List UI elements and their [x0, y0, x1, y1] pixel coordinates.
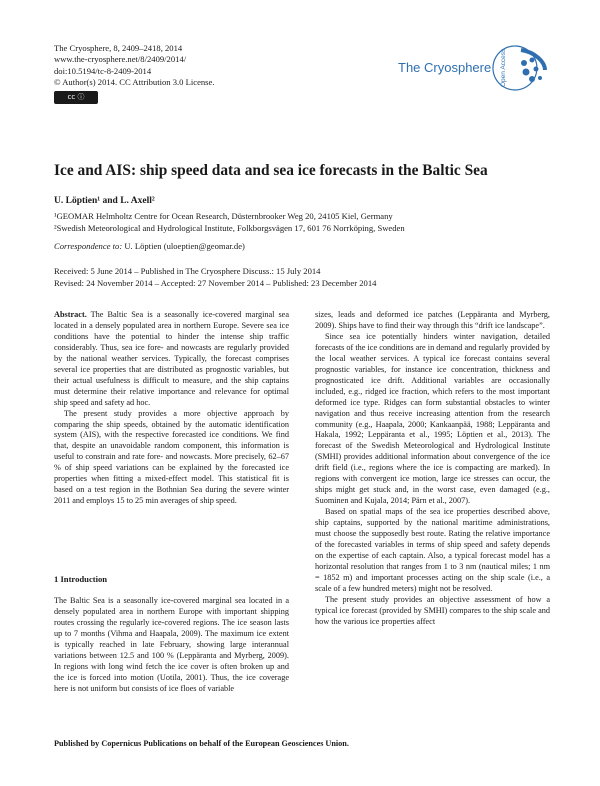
abstract-paragraph-1 — [54, 310, 289, 409]
revised-date: Revised: 24 November 2014 – Accepted: 27 November 2014 – Published: 23 December 2014 — [54, 277, 377, 288]
journal-logo-text: The Cryosphere — [398, 60, 492, 75]
right-paragraph-4: The present study provides an objective assessment of how a typical ice forecast (provided by SMHI) compares to the ship scale and how the various ice properties affect — [315, 594, 550, 626]
introduction-paragraph-1 — [54, 596, 289, 695]
journal-url[interactable]: www.the-cryosphere.net/8/2409/2014/ — [54, 54, 187, 65]
right-paragraph-1: sizes, leads and deformed ice patches (Leppäranta and Myrberg, 2009). Ships have to find their way through this “drift ice landscape”. — [315, 310, 550, 330]
cc-license-badge[interactable]: cc ⓘ — [54, 91, 98, 104]
right-paragraph-3: Based on spatial maps of the sea ice properties described above, ship captains, supported by the national maritime administrations, must choose the supposedly best route. Rating the relative importance of the forecasted variables in terms of ship speed and safety depends on the expertise of each captain. Also, a typical forecast model has a horizontal resolution that ranges from 1 to 3 nm (nautical miles; 1 nm = 1852 m) and important processes acting on the ship scale (i.e., a scale of a few hundred meters) might not be resolved. — [315, 507, 550, 593]
publisher-footer: Published by Copernicus Publications on behalf of the European Geosciences Union. — [54, 739, 349, 748]
affiliations — [54, 210, 405, 234]
correspondence-label: Correspondence to: — [54, 241, 123, 251]
abstract — [54, 310, 289, 507]
body-right-column — [315, 310, 550, 628]
affiliation-1: ¹GEOMAR Helmholtz Centre for Ocean Research, Düsternbrooker Weg 20, 24105 Kiel, Germany — [54, 211, 393, 221]
section-heading-introduction: 1 Introduction — [54, 574, 108, 584]
correspondence — [54, 241, 245, 251]
publication-dates — [54, 266, 376, 289]
right-paragraph-2: Since sea ice potentially hinders winter navigation, detailed forecasts of the ice conditions are in demand and regularly provided by the local weather services. A typical ice forecast contains several prognostic variables, for instance ice concentration, thickness and prognosticated ice drift. Additional variables are occasionally included, e.g., ridged ice fraction, which refers to the most important deformed ice type. Ridges can form substantial obstacles to winter navigation and thus receive increasing attention from the research community (e.g., Haapala, 2000; Kankaanpää, 1988; Leppäranta and Hakala, 1992; Leppäranta et al., 1995; Löptien et al., 2013). The forecast of the Swedish Meteorological and Hydrological Institute (SMHI) provides additional information about convergence of the ice drift field (i.e., regions where the ice is compacting are marked). In regions with convergent ice motion, large ice stresses can occur, the ships might get stuck and, in the worst case, even damaged (e.g., Suominen and Kujala, 2014; Pärn et al., 2007). — [315, 331, 550, 506]
author-list: U. Löptien¹ and L. Axell² — [54, 196, 155, 206]
received-date: Received: 5 June 2014 – Published in The Cryosphere Discuss.: 15 July 2014 — [54, 266, 321, 276]
journal-citation: The Cryosphere, 8, 2409–2418, 2014 — [54, 43, 183, 53]
paper-title: Ice and AIS: ship speed data and sea ice forecasts in the Baltic Sea — [54, 162, 488, 179]
article-metadata — [54, 43, 215, 104]
intro-text-1: The Baltic Sea is a seasonally ice-covered marginal sea located in a densely populated area in northern Europe with important shipping routes crossing the regularly ice-covered regions. The ice season lasts up to 7 months (Vihma and Haapala, 2009). The maximum ice extent is typically reached in late February, showing large interannual variations between 12.5 and 100 % (Leppäranta and Myrberg, 2009). In regions with long wind fetch the ice cover is often broken up and the ice is forced into motion (Uotila, 2001). Thus, the ice coverage here is not uniform but consists of ice floes of variable — [54, 596, 289, 693]
abstract-paragraph-2: The present study provides a more objective approach by comparing the ship speeds, obtained by the automatic identification system (AIS), with the respective forecasted ice conditions. We find that, despite an unavoidable random component, this information is useful to constrain and rate fore- and nowcasts. More precisely, 62–67 % of ship speed variations can be explained by the forecasted ice properties when fitting a mixed-effect model. This statistical fit is based on a test region in the Bothnian Sea during the severe winter 2011 and employs 15 to 25 min averages of ship speed. — [54, 408, 289, 506]
abstract-text-1: The Baltic Sea is a seasonally ice-covered marginal sea located in a densely populated area in northern Europe. Severe sea ice conditions have the potential to hinder the intense ship traffic considerably. Thus, sea ice fore- and nowcasts are regularly provided by the national weather services. Typically, the forecast comprises several ice properties that are distributed as prognostic variables, but their actual usefulness is difficult to measure, and the ship captains must determine their relative importance and relevance for optimal ship speed and safety ad hoc. — [54, 310, 289, 407]
affiliation-2: ²Swedish Meteorological and Hydrological Institute, Folkborgsvägen 17, 601 76 Norrköping, Sweden — [54, 223, 405, 233]
abstract-label: Abstract. — [54, 310, 87, 319]
doi[interactable]: doi:10.5194/tc-8-2409-2014 — [54, 65, 152, 76]
open-access-label: Open Access — [500, 48, 507, 88]
copyright-line: © Author(s) 2014. CC Attribution 3.0 License. — [54, 77, 215, 88]
correspondence-email[interactable]: U. Löptien (uloeptien@geomar.de) — [122, 241, 245, 251]
